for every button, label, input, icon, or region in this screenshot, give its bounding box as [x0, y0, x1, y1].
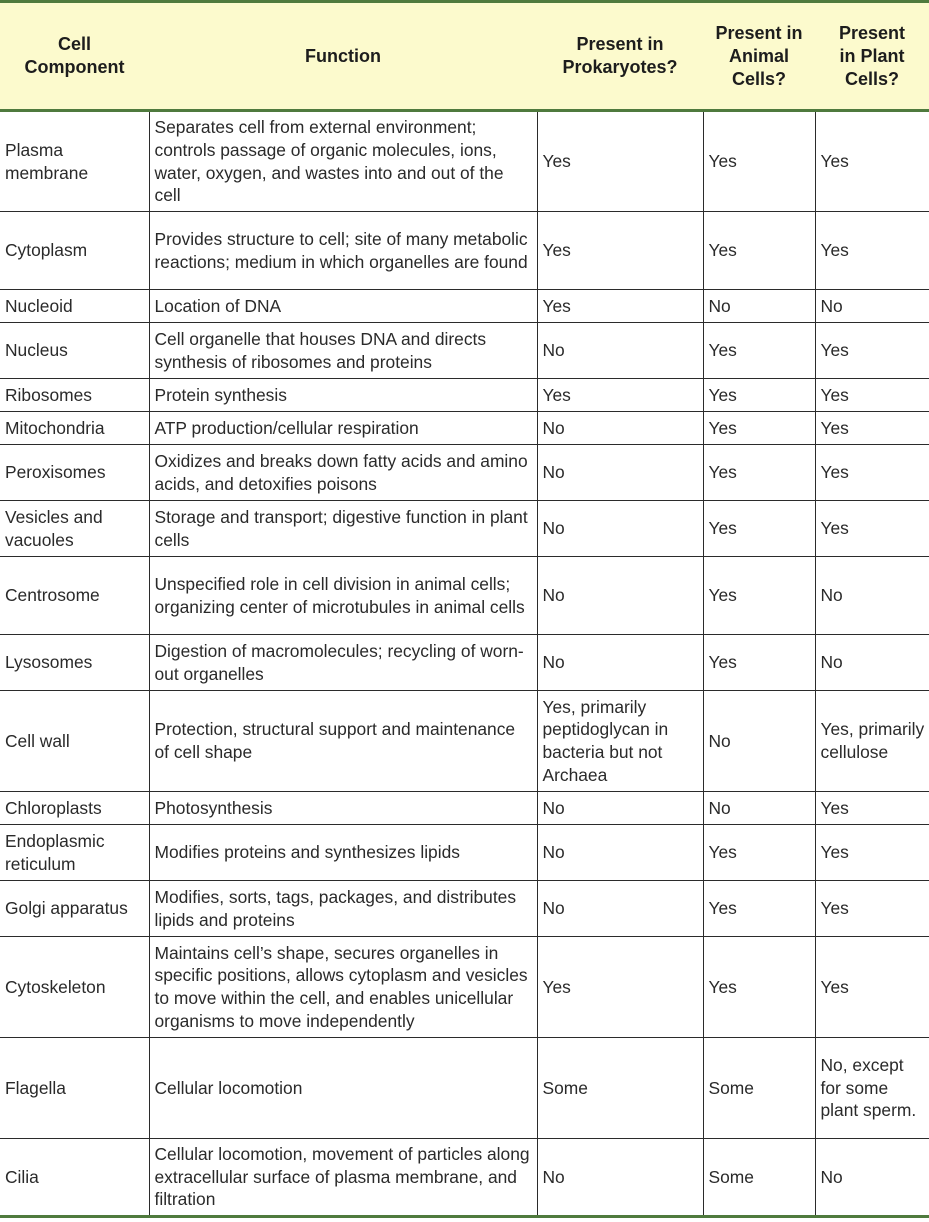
- table-header: [0, 2, 929, 111]
- cell-prokaryotes: Yes: [537, 379, 703, 412]
- table-row: [0, 635, 929, 691]
- table-row: [0, 412, 929, 445]
- cell-prokaryotes: Yes: [537, 290, 703, 323]
- cell-plant: Yes: [815, 412, 929, 445]
- header-cell-component: Cell Component: [0, 2, 149, 111]
- cell-animal: Yes: [703, 937, 815, 1038]
- cell-plant: Yes: [815, 445, 929, 501]
- cell-component: Ribosomes: [0, 379, 149, 412]
- cell-function: Maintains cell’s shape, secures organelles in specific positions, allows cytoplasm and vesicles to move within the cell, and enables unicellular organisms to move independently: [149, 937, 537, 1038]
- cell-function: Protein synthesis: [149, 379, 537, 412]
- cell-component: Lysosomes: [0, 635, 149, 691]
- table-row: [0, 881, 929, 937]
- cell-animal: Yes: [703, 825, 815, 881]
- cell-function: Cell organelle that houses DNA and directs synthesis of ribosomes and proteins: [149, 323, 537, 379]
- cell-plant: No, except for some plant sperm.: [815, 1038, 929, 1139]
- cell-component: Cilia: [0, 1139, 149, 1217]
- table-row: [0, 1139, 929, 1217]
- table-row: [0, 212, 929, 290]
- cell-component: Golgi apparatus: [0, 881, 149, 937]
- table-row: [0, 111, 929, 212]
- cell-component: Plasma membrane: [0, 111, 149, 212]
- cell-plant: Yes, primarily cellulose: [815, 691, 929, 792]
- cell-function: Location of DNA: [149, 290, 537, 323]
- cell-function: Cellular locomotion: [149, 1038, 537, 1139]
- cell-prokaryotes: Yes: [537, 111, 703, 212]
- cell-animal: No: [703, 792, 815, 825]
- cell-animal: Yes: [703, 635, 815, 691]
- cell-animal: Yes: [703, 212, 815, 290]
- table-row: [0, 557, 929, 635]
- cell-animal: Yes: [703, 445, 815, 501]
- cell-plant: No: [815, 290, 929, 323]
- cell-component: Vesicles and vacuoles: [0, 501, 149, 557]
- table-row: [0, 445, 929, 501]
- cell-plant: Yes: [815, 212, 929, 290]
- cell-plant: Yes: [815, 825, 929, 881]
- header-plant-cells: Present in Plant Cells?: [815, 2, 929, 111]
- cell-prokaryotes: Yes: [537, 937, 703, 1038]
- cell-animal: Yes: [703, 323, 815, 379]
- cell-function: Photosynthesis: [149, 792, 537, 825]
- table-row: [0, 290, 929, 323]
- header-animal-cells: Present in Animal Cells?: [703, 2, 815, 111]
- cell-animal: Yes: [703, 557, 815, 635]
- cell-animal: Yes: [703, 111, 815, 212]
- cell-function: Oxidizes and breaks down fatty acids and amino acids, and detoxifies poisons: [149, 445, 537, 501]
- cell-function: Modifies, sorts, tags, packages, and distributes lipids and proteins: [149, 881, 537, 937]
- table-row: [0, 501, 929, 557]
- cell-plant: Yes: [815, 792, 929, 825]
- table-row: [0, 323, 929, 379]
- cell-plant: Yes: [815, 379, 929, 412]
- cell-component: Centrosome: [0, 557, 149, 635]
- cell-animal: Yes: [703, 881, 815, 937]
- cell-plant: Yes: [815, 937, 929, 1038]
- cell-plant: Yes: [815, 501, 929, 557]
- cell-plant: No: [815, 635, 929, 691]
- table-row: [0, 792, 929, 825]
- cell-prokaryotes: No: [537, 412, 703, 445]
- cell-component: Peroxisomes: [0, 445, 149, 501]
- cell-function: Cellular locomotion, movement of particles along extracellular surface of plasma membrane, and filtration: [149, 1139, 537, 1217]
- table-row: [0, 825, 929, 881]
- cell-animal: No: [703, 691, 815, 792]
- header-prokaryotes: Present in Prokaryotes?: [537, 2, 703, 111]
- cell-function: Unspecified role in cell division in animal cells; organizing center of microtubules in animal cells: [149, 557, 537, 635]
- cell-animal: No: [703, 290, 815, 323]
- cell-component: Nucleoid: [0, 290, 149, 323]
- cell-function: Storage and transport; digestive function in plant cells: [149, 501, 537, 557]
- cell-function: ATP production/cellular respiration: [149, 412, 537, 445]
- table-row: [0, 1038, 929, 1139]
- cell-animal: Yes: [703, 501, 815, 557]
- cell-component: Chloroplasts: [0, 792, 149, 825]
- cell-plant: Yes: [815, 111, 929, 212]
- cell-prokaryotes: Some: [537, 1038, 703, 1139]
- table-row: [0, 691, 929, 792]
- cell-plant: No: [815, 557, 929, 635]
- cell-component: Cell wall: [0, 691, 149, 792]
- cell-component: Cytoskeleton: [0, 937, 149, 1038]
- cell-animal: Yes: [703, 379, 815, 412]
- cell-prokaryotes: No: [537, 825, 703, 881]
- table-row: [0, 379, 929, 412]
- cell-prokaryotes: No: [537, 323, 703, 379]
- cell-component: Mitochondria: [0, 412, 149, 445]
- cell-prokaryotes: Yes, primarily peptidoglycan in bacteria but not Archaea: [537, 691, 703, 792]
- cell-prokaryotes: Yes: [537, 212, 703, 290]
- cell-function: Separates cell from external environment; controls passage of organic molecules, ions, water, oxygen, and wastes into and out of the cell: [149, 111, 537, 212]
- cell-prokaryotes: No: [537, 635, 703, 691]
- cell-plant: No: [815, 1139, 929, 1217]
- cell-function: Protection, structural support and maintenance of cell shape: [149, 691, 537, 792]
- cell-component: Cytoplasm: [0, 212, 149, 290]
- cell-component: Endoplasmic reticulum: [0, 825, 149, 881]
- cell-component: Flagella: [0, 1038, 149, 1139]
- header-row: [0, 2, 929, 111]
- cell-prokaryotes: No: [537, 557, 703, 635]
- cell-function: Digestion of macromolecules; recycling of worn-out organelles: [149, 635, 537, 691]
- cell-prokaryotes: No: [537, 881, 703, 937]
- cell-function: Modifies proteins and synthesizes lipids: [149, 825, 537, 881]
- cell-prokaryotes: No: [537, 792, 703, 825]
- cell-prokaryotes: No: [537, 1139, 703, 1217]
- cell-animal: Some: [703, 1139, 815, 1217]
- cell-component: Nucleus: [0, 323, 149, 379]
- table-row: [0, 937, 929, 1038]
- cell-prokaryotes: No: [537, 501, 703, 557]
- cell-prokaryotes: No: [537, 445, 703, 501]
- cell-plant: Yes: [815, 881, 929, 937]
- cell-plant: Yes: [815, 323, 929, 379]
- header-function: Function: [149, 2, 537, 111]
- cell-animal: Some: [703, 1038, 815, 1139]
- cell-animal: Yes: [703, 412, 815, 445]
- cell-function: Provides structure to cell; site of many metabolic reactions; medium in which organelles are found: [149, 212, 537, 290]
- table-body: [0, 111, 929, 1217]
